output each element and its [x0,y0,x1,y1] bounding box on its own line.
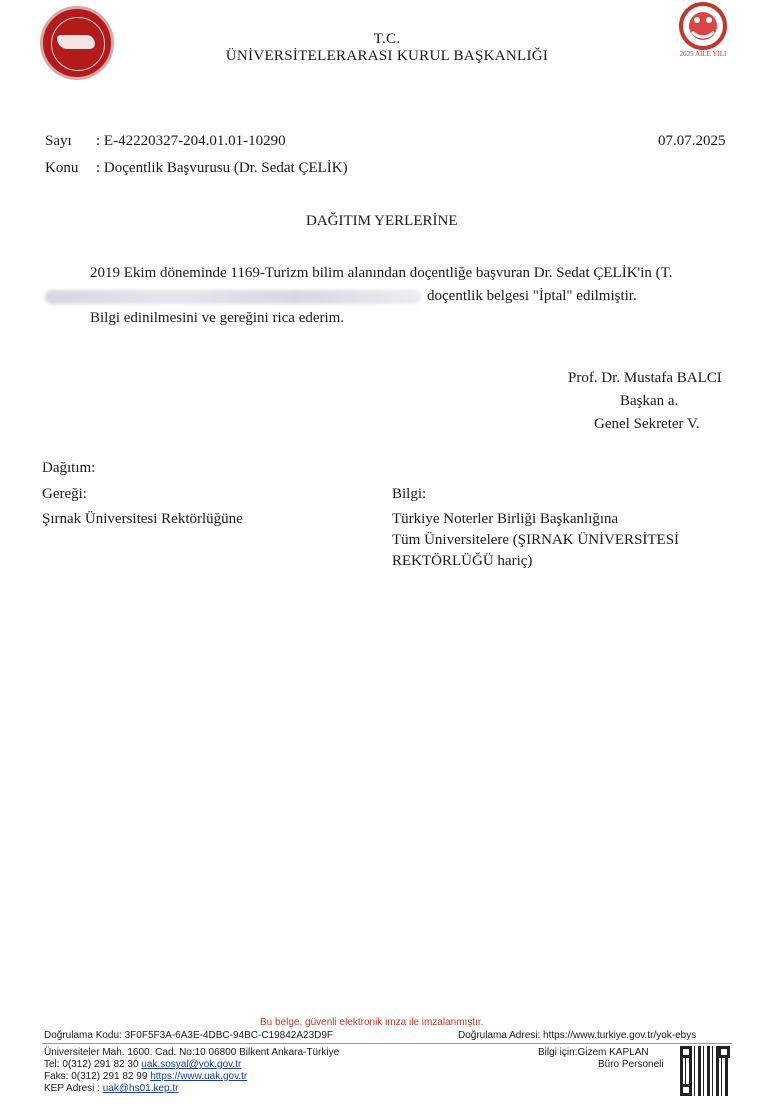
redacted-id [45,290,421,304]
footer-tel [44,1059,241,1070]
kep-link[interactable]: uak@hs01.kep.tr [102,1083,179,1094]
signer-name: Prof. Dr. Mustafa BALCI [568,370,722,386]
body-line-2-text: doçentlik belgesi "İptal" edilmiştir. [427,288,637,304]
signer-title-1: Başkan a. [620,393,679,409]
gerei-label: Gereği: [42,486,87,502]
footer-kep [44,1083,179,1094]
body-line-1: 2019 Ekim döneminde 1169-Turizm bilim alanından doçentliğe başvuran Dr. Sedat ÇELİK'in (T. [90,265,673,281]
konu-value: : Doçentlik Başvurusu (Dr. Sedat ÇELİK) [96,160,348,176]
bilgi-label: Bilgi: [392,486,427,502]
footer-divider [42,1043,732,1044]
info-role: Büro Personeli [598,1059,664,1070]
logo-year-text: 2025 AİLE YILI [679,50,727,58]
distribution-heading: Dağıtım: [42,460,96,476]
bilgi-item: Tüm Üniversitelere (ŞIRNAK ÜNİVERSİTESİ [392,532,680,548]
konu-label: Konu [45,160,79,176]
footer-address: Üniversiteler Mah. 1600. Cad. No:10 06800 Bilkent Ankara-Türkiye [44,1047,340,1058]
footer-fax [44,1071,247,1082]
signer-title-2: Genel Sekreter V. [594,416,700,432]
kep-label: KEP Adresi : [44,1083,100,1094]
qr-code-icon [680,1046,730,1096]
verify-code: Doğrulama Kodu: 3F0F5F3A-6A3E-4DBC-94BC-C19842A23D9F [44,1030,334,1041]
document-date: 07.07.2025 [658,133,726,149]
header-institution: ÜNİVERSİTELERARASI KURUL BAŞKANLIĞI [225,48,549,64]
info-contact: Bilgi için:Gizem KAPLAN [538,1047,649,1058]
bilgi-item: REKTÖRLÜĞÜ hariç) [392,553,533,569]
esign-notice: Bu belge, güvenli elektronik imza ile imzalanmıştır. [260,1017,484,1028]
document-title: DAĞITIM YERLERİNE [306,213,458,229]
sayi-label: Sayı [45,133,72,149]
sayi-value: : E-42220327-204.01.01-10290 [96,133,286,149]
tel-email-link[interactable]: uak.sosyal@yok.gov.tr [141,1059,242,1070]
fax-label: Faks: 0(312) 291 82 99 [44,1071,148,1082]
body-line-2 [45,288,637,305]
gerei-item: Şırnak Üniversitesi Rektörlüğüne [42,511,243,527]
body-line-3: Bilgi edinilmesini ve gereğini rica ederim. [90,310,345,326]
website-link[interactable]: https://www.uak.gov.tr [150,1071,248,1082]
verify-address: Doğrulama Adresi: https://www.turkiye.gov.tr/yok-ebys [458,1030,697,1041]
bilgi-item: Türkiye Noterler Birliği Başkanlığına [392,511,619,527]
tel-label: Tel: 0(312) 291 82 30 [44,1059,139,1070]
header-tc: T.C. [373,31,401,47]
